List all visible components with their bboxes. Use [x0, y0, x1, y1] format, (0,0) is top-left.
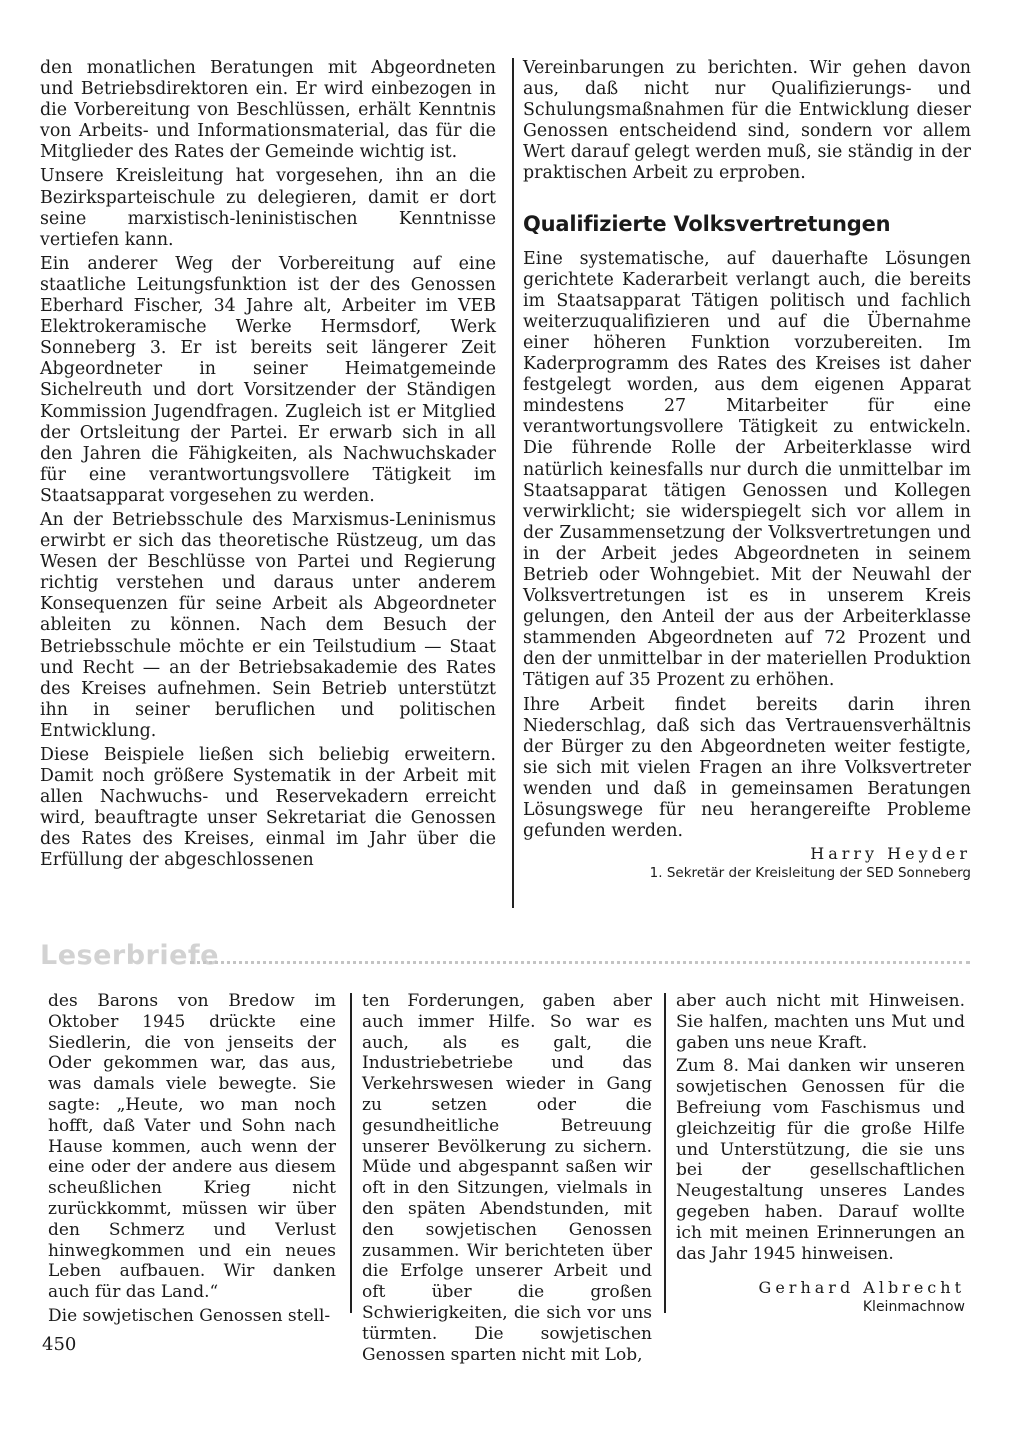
paragraph: Unsere Kreisleitung hat vorgesehen, ihn an die Bezirksparteischule zu delegieren, damit er dort seine marxistisch-leninistischen Kenntnisse vertiefen kann.	[40, 166, 496, 250]
paragraph: Zum 8. Mai danken wir unseren sowjetischen Genossen für die Befreiung vom Faschismus und gleichzeitig für die große Hilfe und Unterstützung, die sie uns bei der gesellschaftlichen Neugestaltung unseres Landes gegeben haben. Darauf wollte ich mit meinen Erinnerungen an das Jahr 1945 hinweisen.	[676, 1056, 965, 1264]
paragraph: den monatlichen Beratungen mit Abgeordneten und Betriebsdirektoren ein. Er wird einbezogen in die Vorbereitung von Beschlüssen, erhält Kenntnis von Arbeits- und Informationsmaterial, das für die Mitglieder des Rates der Gemeinde wichtig ist.	[40, 58, 496, 163]
section-divider-rule	[190, 961, 970, 964]
letters-column-3	[676, 991, 965, 1316]
section-heading: Qualifizierte Volksvertretungen	[523, 211, 891, 236]
letters-column-2	[362, 991, 652, 1365]
author-role: 1. Sekretär der Kreisleitung der SED Sonneberg	[649, 865, 971, 882]
paragraph: Die sowjetischen Genossen stell-	[48, 1305, 331, 1326]
paragraph: Vereinbarungen zu berichten. Wir gehen davon aus, daß nicht nur Qualifizierungs- und Schulungsmaßnahmen für die Entwicklung dieser Genossen entscheidend sind, sondern vor allem Wert darauf gelegt werden muß, sie ständig in der praktischen Arbeit zu erproben.	[523, 58, 971, 184]
column-divider	[664, 993, 666, 1313]
paragraph: ten Forderungen, gaben aber auch immer Hilfe. So war es auch, als es galt, die Industriebetriebe und das Verkehrswesen wieder in Gang zu setzen oder die gesundheitliche Betreuung unserer Bevölkerung zu sichern. Müde und abgespannt saßen wir oft in den Sitzungen, vielmals in den späten Abendstunden, mit den sowjetischen Genossen zusammen. Wir berichteten über die Erfolge unserer Arbeit und oft über die großen Schwierigkeiten, die sich vor uns türmten. Die sowjetischen Genossen sparten nicht mit Lob,	[362, 991, 652, 1365]
paragraph: Diese Beispiele ließen sich beliebig erweitern. Damit noch größere Systematik in der Arbeit mit allen Nachwuchs- und Reservekadern erreicht wird, beauftragte unser Sekretariat die Genossen des Rates des Kreises, einmal im Jahr über die Erfüllung der abgeschlossenen	[40, 745, 496, 871]
column-divider	[350, 993, 352, 1313]
page-number: 450	[42, 1334, 77, 1355]
article-column-right	[523, 58, 971, 882]
letter-author-place: Kleinmachnow	[862, 1299, 965, 1316]
paragraph: Ihre Arbeit findet bereits darin ihren Niederschlag, daß sich das Vertrauensverhältnis der Bürger zu den Abgeordneten weiter festigte, sie sich mit vielen Fragen an ihre Volksvertreter wenden und daß in gemeinsamen Beratungen Lösungswege für neu herangereifte Probleme gefunden werden.	[523, 694, 971, 842]
paragraph: des Barons von Bredow im Oktober 1945 drückte eine Siedlerin, die von jenseits der Oder gekommen war, das aus, was damals viele bewegte. Sie sagte: „Heute, wo man noch hofft, daß Vater und Sohn nach Hause kommen, auch wenn der eine oder der andere aus diesem scheußlichen Krieg nicht zurückkommt, müssen wir über den Schmerz und Verlust hinwegkommen und ein neues Leben aufbauen. Wir danken auch für das Land.“	[48, 991, 336, 1303]
letters-column-1	[48, 991, 336, 1327]
paragraph: aber auch nicht mit Hinweisen. Sie halfen, machten uns Mut und gaben uns neue Kraft.	[676, 991, 965, 1053]
author-signature: Harry Heyder	[810, 844, 971, 864]
paragraph: Ein anderer Weg der Vorbereitung auf eine staatliche Leitungsfunktion ist der des Genossen Eberhard Fischer, 34 Jahre alt, Arbeiter im VEB Elektrokeramische Werke Hermsdorf, Werk Sonneberg 3. Er ist bereits seit längerer Zeit Abgeordneter in seiner Heimatgemeinde Sichelreuth und dort Vorsitzender der Ständigen Kommission Jugendfragen. Zugleich ist er Mitglied der Ortsleitung der Partei. Er erwarb sich in all den Jahren die Fähigkeiten, als Nachwuchskader für eine verantwortungsvollere Tätigkeit im Staatsapparat vorgesehen zu werden.	[40, 253, 496, 506]
paragraph: Eine systematische, auf dauerhafte Lösungen gerichtete Kaderarbeit verlangt auch, die bereits im Staatsapparat Tätigen politisch und fachlich weiterzuqualifizieren und auf die Übernahme einer höheren Funktion vorzubereiten. Im Kaderprogramm des Rates des Kreises ist daher festgelegt worden, aus dem eigenen Apparat mindestens 27 Mitarbeiter für eine verantwortungsvollere Tätigkeit zu entwickeln. Die führende Rolle der Arbeiterklasse wird natürlich keinesfalls nur durch die unmittelbar im Staatsapparat tätigen Genossen und Kollegen verwirklicht; sie widerspiegelt sich vor allem in der Zusammensetzung der Volksvertretungen und in der Arbeit jedes Abgeordneten in seinem Betrieb oder Wohngebiet. Mit der Neuwahl der Volksvertretungen ist es in unserem Kreis gelungen, den Anteil der aus der Arbeiterklasse stammenden Abgeordneten auf 72 Prozent und den der unmittelbar in der materiellen Produktion Tätigen auf 35 Prozent zu erhöhen.	[523, 248, 971, 691]
article-column-left	[40, 58, 496, 872]
letters-section-title: Leserbriefe	[40, 940, 219, 971]
paragraph: An der Betriebsschule des Marxismus-Leninismus erwirbt er sich das theoretische Rüstzeug, um das Wesen der Beschlüsse von Partei und Regierung richtig verstehen und daraus unter anderem Konsequenzen für seine Arbeit als Abgeordneter ableiten zu können. Nach dem Besuch der Betriebsschule möchte er ein Teilstudium — Staat und Recht — an der Betriebsakademie des Rates des Kreises aufnehmen. Sein Betrieb unterstützt ihn in seiner beruflichen und politischen Entwicklung.	[40, 509, 496, 741]
letter-author-signature: Gerhard Albrecht	[758, 1278, 965, 1298]
column-divider	[512, 58, 514, 908]
